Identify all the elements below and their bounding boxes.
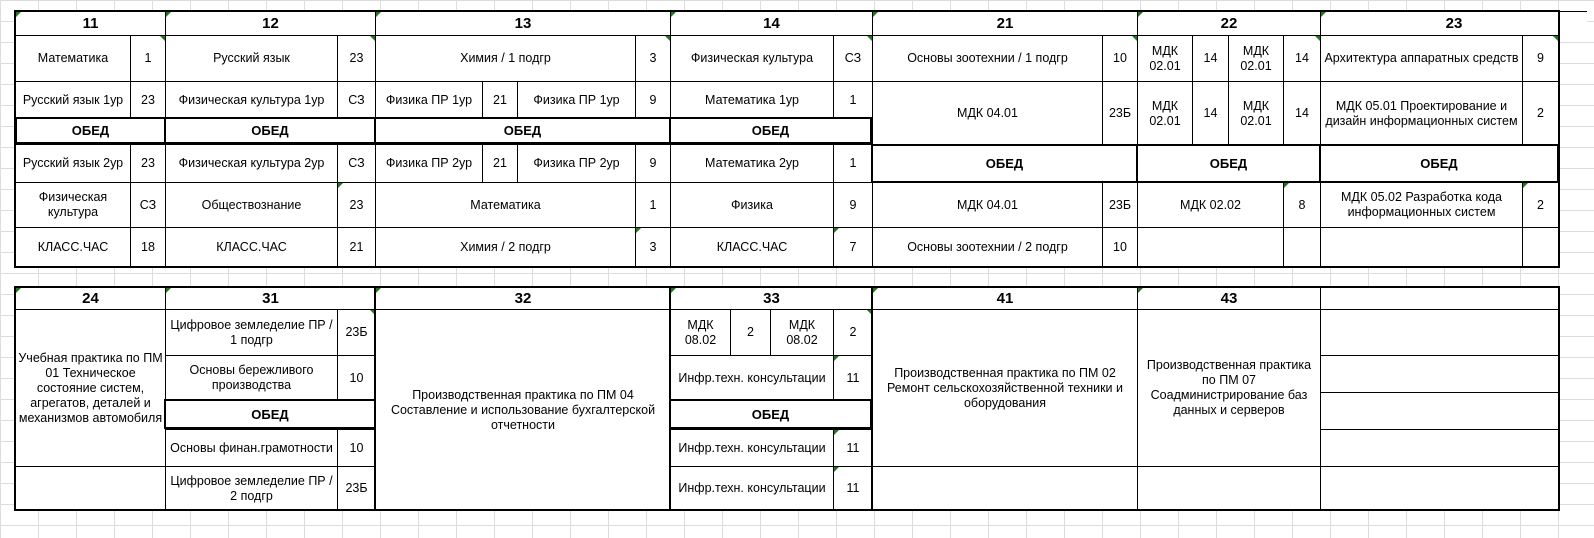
room-cell: 23 — [337, 182, 375, 227]
subject-cell: КЛАСС.ЧАС — [15, 227, 130, 267]
subject-cell: Цифровое земледелие ПР / 2 подгр — [165, 466, 337, 510]
room-cell: 23 — [337, 35, 375, 81]
room-cell: 1 — [635, 182, 670, 227]
group-header-21: 21 — [872, 11, 1137, 35]
room-cell: 23Б — [337, 466, 375, 510]
room-cell: 14 — [1283, 81, 1320, 145]
room-cell: 23 — [130, 144, 165, 182]
lunch-break: ОБЕД — [164, 117, 376, 144]
room-cell: 2 — [730, 309, 770, 355]
room-cell: 18 — [130, 227, 165, 267]
group-header-24: 24 — [15, 287, 165, 309]
empty-cell — [1320, 392, 1560, 429]
room-cell: 14 — [1192, 35, 1228, 81]
room-cell: 10 — [337, 429, 375, 466]
group-header-14: 14 — [670, 11, 872, 35]
empty-cell — [1320, 309, 1560, 355]
subject-cell: Основы финан.грамотности — [165, 429, 337, 466]
empty-cell — [15, 466, 165, 510]
room-cell: 2 — [1522, 182, 1558, 227]
room-cell: 14 — [1192, 81, 1228, 145]
subject-cell: Математика 2ур — [670, 144, 833, 182]
lunch-break: ОБЕД — [669, 117, 872, 144]
subject-cell: Физика ПР 2ур — [517, 144, 635, 182]
room-cell: 1 — [833, 144, 872, 182]
subject-cell: Математика — [375, 182, 635, 227]
column-divider — [374, 286, 376, 511]
subject-cell: Физика — [670, 182, 833, 227]
subject-cell: Математика — [15, 35, 130, 81]
room-cell: СЗ — [337, 81, 375, 118]
room-cell: 7 — [833, 227, 872, 267]
lunch-break: ОБЕД — [871, 144, 1138, 183]
subject-cell: КЛАСС.ЧАС — [165, 227, 337, 267]
group-header-41: 41 — [872, 287, 1137, 309]
group-header-31: 31 — [165, 287, 375, 309]
subject-cell: МДК 05.02 Разработка кода информационных систем — [1320, 182, 1522, 227]
room-cell: 21 — [482, 81, 517, 118]
group-header-12: 12 — [165, 11, 375, 35]
practice-cell: Производственная практика по ПМ 02 Ремонт сельскохозяйственной техники и оборудования — [872, 309, 1137, 466]
room-cell: 10 — [337, 355, 375, 400]
subject-cell: Обществознание — [165, 182, 337, 227]
room-cell: СЗ — [337, 144, 375, 182]
subject-cell: Физическая культура — [15, 182, 130, 227]
room-cell: 3 — [635, 227, 670, 267]
subject-cell: МДК 02.01 — [1137, 81, 1192, 145]
room-cell: 11 — [833, 355, 872, 400]
practice-cell: Производственная практика по ПМ 07 Соадминистрирование баз данных и серверов — [1137, 309, 1320, 466]
empty-cell — [1137, 466, 1320, 510]
subject-cell: Основы бережливого производства — [165, 355, 337, 400]
lunch-break: ОБЕД — [1136, 144, 1321, 183]
subject-cell: Русский язык 2ур — [15, 144, 130, 182]
room-cell: 11 — [833, 466, 872, 510]
room-cell: 8 — [1283, 182, 1320, 227]
empty-cell — [872, 466, 1137, 510]
room-cell: 10 — [1102, 227, 1137, 267]
empty-cell — [1320, 227, 1522, 267]
subject-cell: КЛАСС.ЧАС — [670, 227, 833, 267]
empty-cell — [1137, 227, 1283, 267]
empty-cell — [1522, 227, 1558, 267]
subject-cell: МДК 08.02 — [670, 309, 730, 355]
subject-cell: Физическая культура 1ур — [165, 81, 337, 118]
room-cell: 21 — [482, 144, 517, 182]
lunch-break: ОБЕД — [1319, 144, 1559, 183]
room-cell: СЗ — [833, 35, 872, 81]
subject-cell: Физика ПР 2ур — [375, 144, 482, 182]
empty-cell — [1320, 355, 1560, 392]
empty-cell — [1320, 466, 1560, 510]
group-header-32: 32 — [375, 287, 670, 309]
room-cell: СЗ — [130, 182, 165, 227]
empty-cell — [1283, 227, 1320, 267]
group-header-empty — [1320, 287, 1560, 309]
room-cell: 9 — [635, 81, 670, 118]
subject-cell: Химия / 1 подгр — [375, 35, 635, 81]
group-header-43: 43 — [1137, 287, 1320, 309]
group-header-11: 11 — [15, 11, 165, 35]
room-cell: 1 — [130, 35, 165, 81]
subject-cell: Русский язык — [165, 35, 337, 81]
room-cell: 3 — [635, 35, 670, 81]
subject-cell: МДК 02.01 — [1228, 35, 1283, 81]
group-header-33: 33 — [670, 287, 872, 309]
lunch-break: ОБЕД — [374, 117, 671, 144]
subject-cell: Физика ПР 1ур — [375, 81, 482, 118]
subject-cell: Основы зоотехнии / 1 подгр — [872, 35, 1102, 81]
subject-cell: МДК 05.01 Проектирование и дизайн информационных систем — [1320, 81, 1522, 145]
group-header-13: 13 — [375, 11, 670, 35]
lunch-break: ОБЕД — [15, 117, 166, 144]
subject-cell: Архитектура аппаратных средств — [1320, 35, 1522, 81]
room-cell: 10 — [1102, 35, 1137, 81]
subject-cell: МДК 04.01 — [872, 81, 1102, 145]
room-cell: 9 — [833, 182, 872, 227]
room-cell: 21 — [337, 227, 375, 267]
subject-cell: Русский язык 1ур — [15, 81, 130, 118]
subject-cell: МДК 08.02 — [770, 309, 833, 355]
subject-cell: Цифровое земледелие ПР / 1 подгр — [165, 309, 337, 355]
room-cell: 23Б — [1102, 182, 1137, 227]
subject-cell: Химия / 2 подгр — [375, 227, 635, 267]
room-cell: 23 — [130, 81, 165, 118]
subject-cell: МДК 02.01 — [1228, 81, 1283, 145]
empty-cell — [1320, 429, 1560, 466]
room-cell: 14 — [1283, 35, 1320, 81]
room-cell: 1 — [833, 81, 872, 118]
group-header-23: 23 — [1320, 11, 1587, 35]
room-cell: 23Б — [337, 309, 375, 355]
group-header-22: 22 — [1137, 11, 1320, 35]
room-cell: 2 — [833, 309, 872, 355]
lunch-break: ОБЕД — [164, 399, 376, 429]
practice-cell: Производственная практика по ПМ 04 Составление и использование бухгалтерской отчетности — [375, 309, 670, 510]
subject-cell: Инфр.техн. консультации — [670, 466, 833, 510]
subject-cell: Инфр.техн. консультации — [670, 355, 833, 400]
room-cell: 11 — [833, 429, 872, 466]
subject-cell: Физическая культура — [670, 35, 833, 81]
subject-cell: МДК 02.01 — [1137, 35, 1192, 81]
column-divider — [669, 286, 671, 511]
subject-cell: Физическая культура 2ур — [165, 144, 337, 182]
room-cell: 9 — [635, 144, 670, 182]
subject-cell: Инфр.техн. консультации — [670, 429, 833, 466]
subject-cell: Математика 1ур — [670, 81, 833, 118]
lunch-break: ОБЕД — [669, 399, 872, 429]
subject-cell: Физика ПР 1ур — [517, 81, 635, 118]
subject-cell: МДК 04.01 — [872, 182, 1102, 227]
subject-cell: Основы зоотехнии / 2 подгр — [872, 227, 1102, 267]
room-cell: 2 — [1522, 81, 1558, 145]
practice-cell: Учебная практика по ПМ 01 Техническое состояние систем, агрегатов, деталей и механизмов автомобиля — [15, 309, 165, 466]
subject-cell: МДК 02.02 — [1137, 182, 1283, 227]
room-cell: 9 — [1522, 35, 1558, 81]
room-cell: 23Б — [1102, 81, 1137, 145]
column-divider — [871, 286, 873, 511]
